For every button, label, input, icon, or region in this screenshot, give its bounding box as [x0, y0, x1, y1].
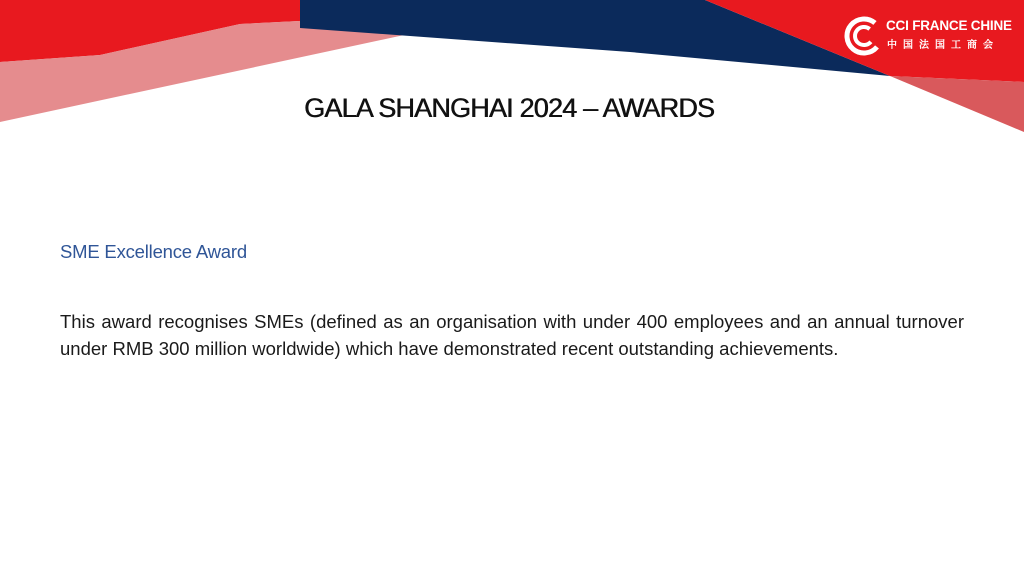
cci-logo: [844, 14, 1016, 58]
award-description: This award recognises SMEs (defined as an organisation with under 400 employees and an annual turnover under RMB 300 million worldwide) which have demonstrated recent outstanding achievements.: [60, 311, 964, 359]
logo-name: CCI FRANCE CHINE: [886, 18, 1012, 33]
page-title: GALA SHANGHAI 2024 – AWARDS: [303, 93, 715, 123]
cci-logo-mark-icon: [844, 16, 884, 56]
award-name: SME Excellence Award: [60, 241, 247, 262]
logo-chinese-name: 中国法国工商会: [887, 40, 999, 51]
